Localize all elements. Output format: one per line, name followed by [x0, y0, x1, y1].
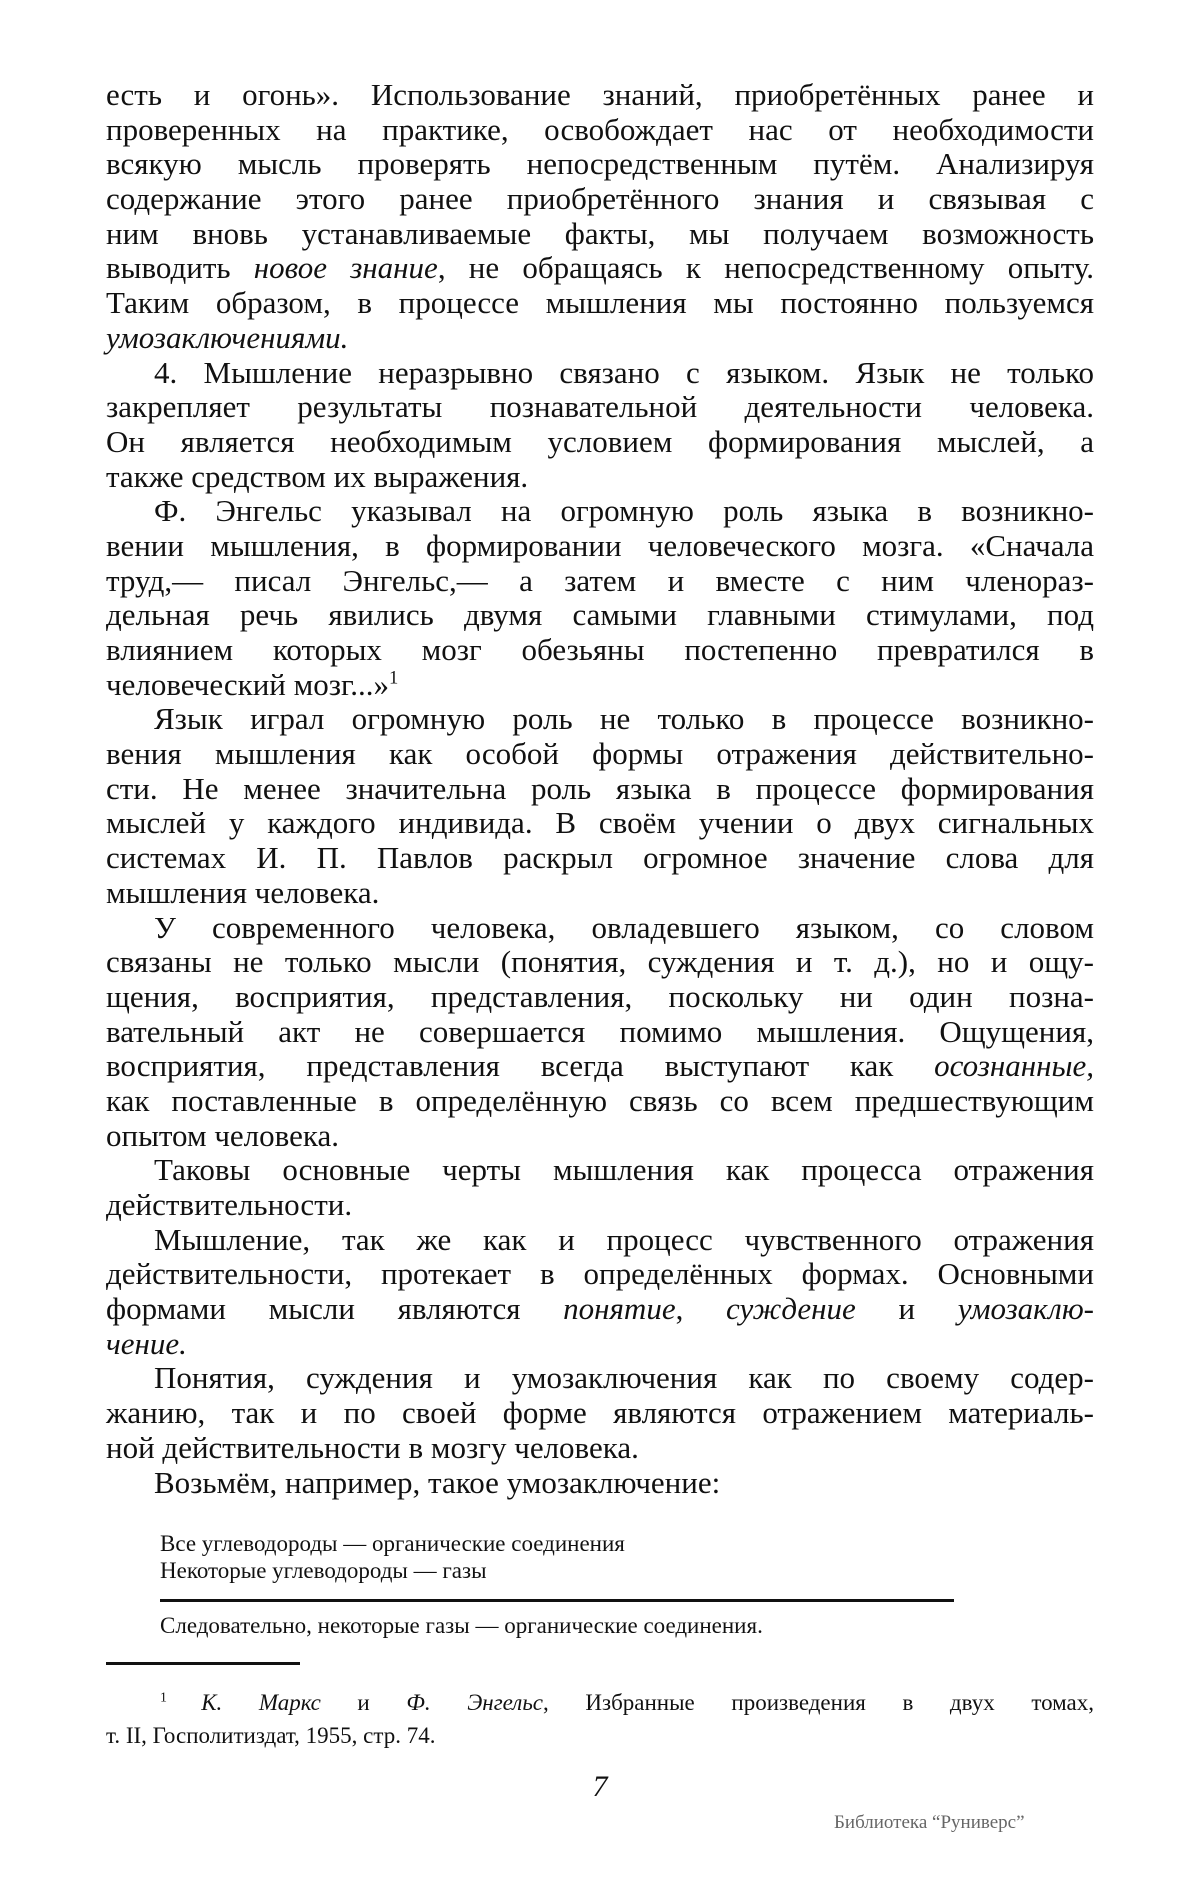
- text-line: [106, 841, 1094, 876]
- text-segment: сти. Не менее значительна роль языка в процессе формирования: [106, 770, 1094, 806]
- italic-text: новое знание: [253, 250, 438, 286]
- text-line: [106, 494, 1094, 529]
- text-line: [106, 772, 1094, 807]
- text-segment: мыслей у каждого индивида. В своём учении о двух сигнальных: [106, 805, 1094, 841]
- text-segment: связаны не только мысли (понятия, суждения и т. д.), но и ощу-: [106, 944, 1094, 980]
- text-segment: опытом человека.: [106, 1117, 339, 1153]
- text-segment: восприятия, представления всегда выступают как: [106, 1048, 935, 1084]
- text-line: [106, 1431, 1094, 1466]
- italic-text: умозаключениями.: [106, 319, 349, 355]
- text-line: [106, 251, 1094, 286]
- text-segment: вательный акт не совершается помимо мышления. Ощущения,: [106, 1013, 1094, 1049]
- text-segment: как поставленные в определённую связь со всем предшествующим: [106, 1082, 1094, 1118]
- text-segment: и: [320, 1690, 407, 1715]
- text-segment: жанию, так и по своей форме являются отражением материаль-: [106, 1395, 1094, 1431]
- text-line: [106, 529, 1094, 564]
- text-segment: также средством их выражения.: [106, 458, 529, 494]
- text-line: [106, 1049, 1094, 1084]
- text-segment: и: [855, 1291, 958, 1327]
- text-segment: проверенных на практике, освобождает нас от необходимости: [106, 111, 1094, 147]
- footnote-line: [106, 1686, 1094, 1719]
- text-segment: закрепляет результаты познавательной деятельности человека.: [106, 389, 1094, 425]
- text-segment: У современного человека, овладевшего языком, со словом: [154, 909, 1094, 945]
- text-line: [106, 633, 1094, 668]
- text-segment: Возьмём, например, такое умозаключение:: [154, 1464, 721, 1500]
- page-number: 7: [592, 1770, 608, 1803]
- italic-text: умозаклю-: [957, 1291, 1094, 1327]
- text-line: [106, 1084, 1094, 1119]
- text-segment: вения мышления как особой формы отражения действительно-: [106, 736, 1094, 772]
- text-line: [106, 321, 1094, 356]
- text-segment: ним вновь устанавливаемые факты, мы получаем возможность: [106, 215, 1094, 251]
- text-segment: содержание этого ранее приобретённого знания и связывая с: [106, 181, 1094, 217]
- text-segment: труд,— писал Энгельс,— а затем и вместе с ним членораз-: [106, 562, 1094, 598]
- text-segment: Он является необходимым условием формирования мыслей, а: [106, 423, 1094, 459]
- text-segment: , Избранные произведения в двух томах,: [543, 1690, 1094, 1715]
- text-segment: мышления человека.: [106, 874, 380, 910]
- text-segment: Мышление, так же как и процесс чувственного отражения: [154, 1221, 1094, 1257]
- text-segment: действительности, протекает в определённых формах. Основными: [106, 1256, 1094, 1292]
- italic-text: К. Маркс: [201, 1690, 321, 1715]
- text-line: [106, 1466, 1094, 1501]
- text-line: [106, 1188, 1094, 1223]
- body-text: [106, 78, 1094, 1500]
- italic-text: Ф. Энгельс: [406, 1690, 544, 1715]
- footnote: [106, 1686, 1094, 1752]
- syllogism-premise-2: Некоторые углеводороды — газы: [160, 1558, 487, 1583]
- italic-text: понятие: [563, 1291, 676, 1327]
- text-line: [106, 1396, 1094, 1431]
- text-line: [106, 564, 1094, 599]
- text-segment: т. II, Госполитиздат, 1955, стр. 74.: [106, 1723, 436, 1748]
- footnote-divider: [106, 1662, 300, 1665]
- text-line: [106, 1292, 1094, 1327]
- text-line: [106, 390, 1094, 425]
- italic-text: осознанные,: [934, 1048, 1094, 1084]
- text-segment: системах И. П. Павлов раскрыл огромное значение слова для: [106, 840, 1094, 876]
- text-line: [106, 1015, 1094, 1050]
- text-segment: , не обращаясь к непосредственному опыту.: [437, 250, 1094, 286]
- text-line: [106, 598, 1094, 633]
- text-segment: выводить: [106, 250, 254, 286]
- syllogism-premise-1: Все углеводороды — органические соединения: [160, 1531, 625, 1556]
- text-segment: Понятия, суждения и умозаключения как по своему содер-: [154, 1360, 1094, 1396]
- text-line: [106, 425, 1094, 460]
- syllogism-divider: [160, 1599, 954, 1602]
- text-line: [106, 806, 1094, 841]
- text-line: [106, 217, 1094, 252]
- text-segment: Ф. Энгельс указывал на огромную роль языка в возникно-: [154, 493, 1094, 529]
- text-segment: всякую мысль проверять непосредственным путём. Анализируя: [106, 146, 1094, 182]
- footnote-marker: 1: [160, 1689, 202, 1705]
- text-line: [106, 1257, 1094, 1292]
- text-line: [106, 1361, 1094, 1396]
- text-line: [106, 78, 1094, 113]
- italic-text: суждение: [725, 1291, 856, 1327]
- text-segment: 4. Мышление неразрывно связано с языком. Язык не только: [154, 354, 1094, 390]
- text-segment: влиянием которых мозг обезьяны постепенно превратился в: [106, 632, 1094, 667]
- text-line: [106, 460, 1094, 495]
- text-line: [106, 737, 1094, 772]
- text-segment: дельная речь явились двумя самыми главными стимулами, под: [106, 597, 1094, 633]
- text-line: [106, 286, 1094, 321]
- syllogism-conclusion: Следовательно, некоторые газы — органические соединения.: [160, 1613, 763, 1638]
- text-segment: есть и огонь». Использование знаний, приобретённых ранее и: [106, 77, 1094, 112]
- text-line: [106, 876, 1094, 911]
- text-segment: человеческий мозг...»: [106, 666, 389, 702]
- text-segment: ной действительности в мозгу человека.: [106, 1429, 639, 1465]
- text-line: [106, 1327, 1094, 1362]
- text-segment: Таким образом, в процессе мышления мы постоянно пользуемся: [106, 285, 1094, 321]
- syllogism: [160, 1530, 960, 1584]
- text-line: [106, 356, 1094, 391]
- footnote-marker: 1: [388, 667, 399, 689]
- text-line: [106, 1153, 1094, 1188]
- italic-text: чение.: [106, 1325, 187, 1361]
- text-segment: действительности.: [106, 1187, 353, 1222]
- text-segment: формами мысли являются: [106, 1291, 564, 1327]
- text-line: [106, 182, 1094, 217]
- text-line: [106, 1223, 1094, 1258]
- text-segment: Таковы основные черты мышления как процесса отражения: [154, 1152, 1094, 1188]
- text-line: [106, 147, 1094, 182]
- text-line: [106, 668, 1094, 703]
- text-line: [106, 113, 1094, 148]
- text-segment: ,: [675, 1291, 726, 1327]
- library-watermark: Библиотека “Руниверс”: [834, 1812, 1025, 1833]
- text-line: [106, 980, 1094, 1015]
- text-segment: вении мышления, в формировании человеческого мозга. «Сначала: [106, 527, 1094, 563]
- text-line: [106, 702, 1094, 737]
- text-line: [106, 1119, 1094, 1154]
- text-segment: Язык играл огромную роль не только в процессе возникно-: [154, 701, 1094, 737]
- text-line: [106, 945, 1094, 980]
- text-line: [106, 911, 1094, 946]
- text-segment: щения, восприятия, представления, поскольку ни один позна-: [106, 978, 1094, 1014]
- footnote-line: [106, 1719, 1094, 1752]
